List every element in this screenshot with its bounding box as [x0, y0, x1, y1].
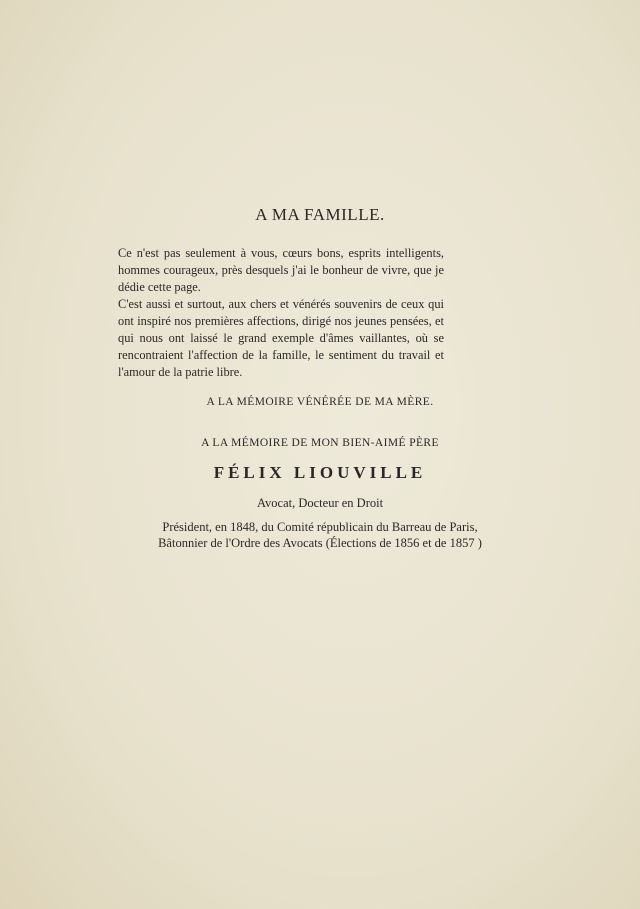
dedication-paragraph-1: Ce n'est pas seulement à vous, cœurs bons, esprits intelligents, hommes courageux, près desquels j'ai le bonheur de vivre, que je dédie cette page.: [118, 246, 444, 294]
dedication-paragraph-2: C'est aussi et surtout, aux chers et vénérés souvenirs de ceux qui ont inspiré nos premières affections, dirigé nos jeunes pensées, et qui nous ont laissé le grand exemple d'âmes vaillantes, où se rencontraient l'affection de la famille, le sentiment du travail et l'amour de la patrie libre.: [118, 297, 444, 379]
memory-father-line: A LA MÉMOIRE DE MON BIEN-AIMÉ PÈRE: [201, 437, 439, 449]
dedication-title: A MA FAMILLE.: [255, 205, 385, 224]
memory-mother-line: A LA MÉMOIRE VÉNÉRÉE DE MA MÈRE.: [206, 396, 434, 408]
father-bio-line-1: Président, en 1848, du Comité républicain du Barreau de Paris,: [162, 520, 478, 534]
father-name: FÉLIX LIOUVILLE: [213, 463, 427, 482]
father-role: Avocat, Docteur en Droit: [256, 496, 384, 510]
father-bio-line-2: Bâtonnier de l'Ordre des Avocats (Élections de 1856 et de 1857 ): [158, 536, 482, 550]
